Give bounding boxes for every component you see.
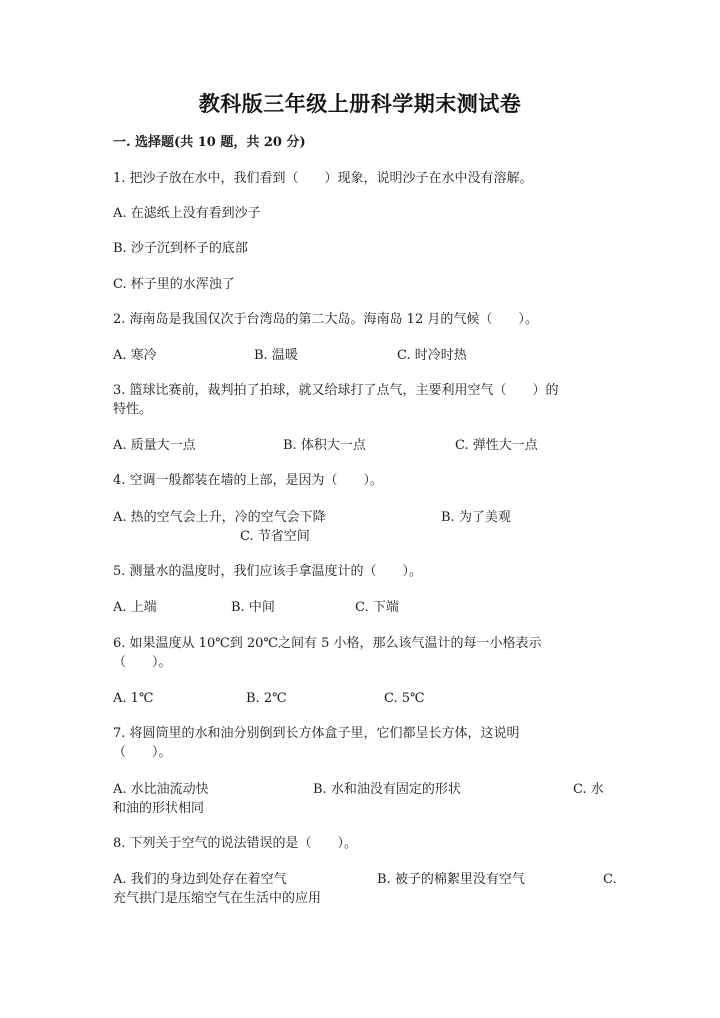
question-2-option-b: B. 温暖	[254, 348, 298, 363]
question-7-option-c-end: 和油的形状相同	[113, 801, 205, 816]
question-2-stem: 2. 海南岛是我国仅次于台湾岛的第二大岛。海南岛 12 月的气候（ ）。	[113, 312, 538, 327]
question-5-option-a: A. 上端	[113, 600, 157, 615]
question-5-option-c: C. 下端	[355, 600, 399, 615]
question-2-option-a: A. 寒冷	[113, 348, 157, 363]
question-8-option-a: A. 我们的身边到处存在着空气	[113, 872, 287, 887]
question-1-stem: 1. 把沙子放在水中，我们看到（ ）现象，说明沙子在水中没有溶解。	[113, 171, 533, 186]
question-4-stem: 4. 空调一般都装在墙的上部，是因为（ ）。	[113, 473, 384, 488]
question-8-option-b: B. 被子的棉絮里没有空气	[377, 872, 525, 887]
question-4-option-a: A. 热的空气会上升，冷的空气会下降	[113, 510, 326, 525]
question-3-option-b: B. 体积大一点	[283, 438, 366, 453]
question-3-stem-line2: 特性。	[113, 402, 153, 417]
question-1-option-c: C. 杯子里的水浑浊了	[113, 277, 235, 292]
section-heading: 一. 选择题(共 10 题，共 20 分)	[113, 135, 306, 150]
question-7-option-b: B. 水和油没有固定的形状	[313, 782, 461, 797]
question-6-option-c: C. 5℃	[384, 691, 425, 706]
page-title: 教科版三年级上册科学期末测试卷	[198, 91, 522, 116]
question-1-option-b: B. 沙子沉到杯子的底部	[113, 241, 248, 256]
question-4-option-c: C. 节省空间	[240, 529, 310, 544]
question-8-stem: 8. 下列关于空气的说法错误的是（ ）。	[113, 836, 358, 851]
question-5-option-b: B. 中间	[231, 600, 275, 615]
question-3-option-c: C. 弹性大一点	[455, 438, 538, 453]
question-7-option-a: A. 水比油流动快	[113, 782, 209, 797]
question-6-stem-line1: 6. 如果温度从 10℃到 20℃之间有 5 小格，那么该气温计的每一小格表示	[113, 636, 542, 651]
question-6-stem-line2: （ ）。	[113, 655, 172, 670]
question-2-option-c: C. 时冷时热	[397, 348, 467, 363]
question-3-option-a: A. 质量大一点	[113, 438, 196, 453]
question-4-option-b: B. 为了美观	[441, 510, 511, 525]
question-6-option-b: B. 2℃	[246, 691, 287, 706]
question-8-option-c-start: C.	[603, 872, 617, 887]
question-3-stem-line1: 3. 篮球比赛前，裁判拍了拍球，就又给球打了点气，主要利用空气（ ）的	[113, 383, 559, 398]
question-7-option-c-start: C. 水	[573, 782, 604, 797]
question-7-stem-line1: 7. 将圆筒里的水和油分别倒到长方体盒子里，它们都呈长方体，这说明	[113, 726, 520, 741]
question-1-option-a: A. 在滤纸上没有看到沙子	[113, 206, 261, 221]
question-8-option-c-end: 充气拱门是压缩空气在生活中的应用	[113, 891, 322, 906]
question-5-stem: 5. 测量水的温度时，我们应该手拿温度计的（ ）。	[113, 564, 423, 579]
question-6-option-a: A. 1℃	[113, 691, 154, 706]
question-7-stem-line2: （ ）。	[113, 745, 172, 760]
